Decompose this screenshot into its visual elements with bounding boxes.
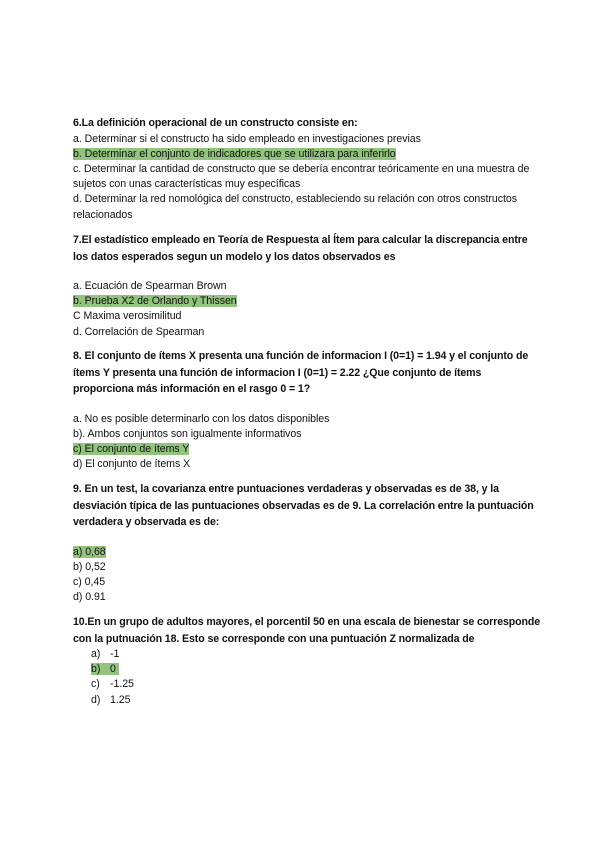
question-9-option-b: b) 0,52: [73, 560, 106, 573]
question-8-option-a: a. No es posible determinarlo con los datos disponibles: [73, 412, 330, 425]
question-9-option-a-correct: a) 0,68: [73, 545, 106, 558]
question-8-option-c-correct: c) El conjunto de ítems Y: [73, 442, 190, 455]
question-9-option-d: d) 0.91: [73, 591, 106, 604]
question-6-option-b-correct: b. Determinar el conjunto de indicadores que se utilizara para inferirlo: [73, 147, 396, 160]
question-6-option-a: a. Determinar si el constructo ha sido empleado en investigaciones previas: [73, 132, 421, 145]
question-10-option-a: a) -1: [91, 648, 120, 660]
question-7-option-a: a. Ecuación de Spearman Brown: [73, 280, 227, 292]
question-10-option-b-correct: b) 0: [73, 662, 543, 677]
question-8-option-d: d) El conjunto de ítems X: [73, 458, 191, 471]
question-9-options: [73, 545, 543, 606]
question-8: [73, 348, 543, 472]
question-7-option-d: d. Correlación de Spearman: [73, 325, 205, 338]
question-10-options: [73, 647, 543, 708]
question-7: [73, 232, 543, 340]
question-6-option-c: c. Determinar la cantidad de constructo que se debería encontrar teóricamente en una muestra de sujetos con unas características muy específicas: [73, 162, 530, 191]
question-7-title: 7.El estadístico empleado en Teoría de Respuesta al Ítem para calcular la discrepancia entre los datos esperados segun un modelo y los datos observados es: [73, 234, 528, 263]
question-10-option-c: c) -1.25: [91, 678, 134, 691]
question-10-option-d: d) 1.25: [91, 693, 131, 706]
question-9: [73, 481, 543, 605]
question-6-options: [73, 132, 543, 223]
question-7-option-b-correct: b. Prueba X2 de Orlando y Thissen: [73, 295, 237, 308]
question-7-options: [73, 279, 543, 340]
question-8-options: [73, 412, 543, 473]
question-8-option-b: b). Ambos conjuntos son igualmente informativos: [73, 427, 302, 440]
question-10: [73, 614, 543, 708]
question-8-title: 8. El conjunto de ítems X presenta una función de informacion I (0=1) = 1.94 y el conjunto de ítems Y presenta una función de informacion I (0=1) = 2.22 ¿Que conjunto de ítems proporciona más información en el rasgo 0 = 1?: [73, 350, 529, 395]
question-6-option-d: d. Determinar la red nomológica del constructo, estableciendo su relación con otros constructos relacionados: [73, 193, 517, 221]
question-6: [73, 115, 543, 223]
question-10-title: 10.En un grupo de adultos mayores, el porcentil 50 en una escala de bienestar se corresponde con la putnuación 18. Esto se corresponde con una puntuación Z normalizada de: [73, 616, 541, 645]
question-7-option-c: C Maxima verosimilitud: [73, 310, 182, 323]
question-6-title: 6.La definición operacional de un constructo consiste en:: [73, 117, 358, 129]
question-9-title: 9. En un test, la covarianza entre puntuaciones verdaderas y observadas es de 38, y la desviación típica de las puntuaciones observadas es de 9. La correlación entre la puntuación verdadera y observada es de:: [73, 483, 534, 528]
question-9-option-c: c) 0,45: [73, 575, 106, 588]
